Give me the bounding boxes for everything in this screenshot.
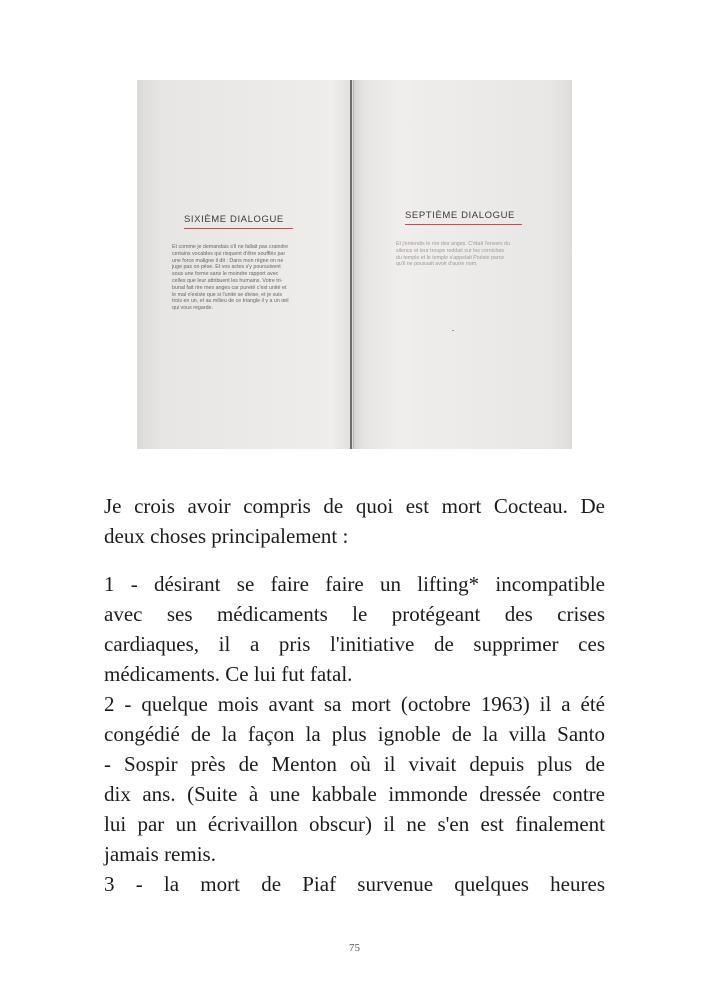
text-line: lui par un écrivaillon obscur) il ne s'en est finalement <box>104 812 605 836</box>
left-text-line: qui vous regarde. <box>172 305 213 312</box>
list-paragraph <box>104 569 605 899</box>
left-text-line: bunal fait rire mes anges car pureté c'est unité et <box>172 284 287 291</box>
right-page-text <box>396 241 510 268</box>
left-text-line: le mal n'existe que si l'unité se divise, et je suis <box>172 291 283 298</box>
left-text-line: une force maligne il dit : Dans mon règne on ne <box>172 257 284 264</box>
text-line: 2 - quelque mois avant sa mort (octobre 1963) il a été <box>104 692 605 716</box>
text-line: 1 - désirant se faire faire un lifting* incompatible <box>104 572 605 596</box>
text-line: jamais remis. <box>104 842 216 866</box>
left-text-line: sous une forme sans le moindre rapport avec <box>172 271 279 278</box>
left-text-line: trois en un, et au milieu de ce triangle il y a un œil <box>172 298 289 305</box>
text-line: médicaments. Ce lui fut fatal. <box>104 662 353 686</box>
left-title-underline <box>184 228 293 229</box>
text-line: - Sospir près de Menton où il vivait depuis plus de <box>104 752 605 776</box>
text-line: deux choses principalement : <box>104 524 349 548</box>
left-text-line: certains vocables qui risquent d'être soufflés par <box>172 250 286 257</box>
left-text-line: Et comme je demandais s'il ne fallait pas craindre <box>172 244 289 250</box>
right-page-title: SEPTIÈME DIALOGUE <box>405 210 515 221</box>
left-page-text <box>172 244 289 312</box>
book-spread-photo <box>137 80 572 449</box>
left-page-title: SIXIÈME DIALOGUE <box>184 214 284 225</box>
text-line: dix ans. (Suite à une kabbale immonde dressée contre <box>104 782 605 806</box>
text-line: Je crois avoir compris de quoi est mort Cocteau. De <box>104 494 605 518</box>
page-number: 75 <box>349 942 360 954</box>
right-text-line: qu'il ne poussait avoir d'autre nom. <box>396 261 478 268</box>
left-text-line: celles que leur attribuent les humains. Votre tri- <box>172 277 283 284</box>
book-spine <box>350 80 352 449</box>
left-text-line: juge pas on pèse. Et vos actes s'y poursuivent <box>172 264 281 271</box>
right-title-underline <box>405 224 522 225</box>
text-line: avec ses médicaments le protégeant des crises <box>104 602 605 626</box>
right-text-line: silence et leur troupe reddait sur les corniches <box>396 247 505 254</box>
text-line: 3 - la mort de Piaf survenue quelques heures <box>104 872 605 896</box>
right-text-line: Et j'entendis le rire des anges. C'était l'envers du <box>396 241 511 247</box>
intro-paragraph <box>104 491 605 551</box>
text-line: congédié de la façon la plus ignoble de la villa Santo <box>104 722 605 746</box>
text-line: cardiaques, il a pris l'initiative de supprimer ces <box>104 632 605 656</box>
book-spine-shadow <box>353 80 354 449</box>
paper-speck <box>452 330 454 331</box>
right-text-line: du temple et le temple s'appelait Poésie parce <box>396 254 505 261</box>
